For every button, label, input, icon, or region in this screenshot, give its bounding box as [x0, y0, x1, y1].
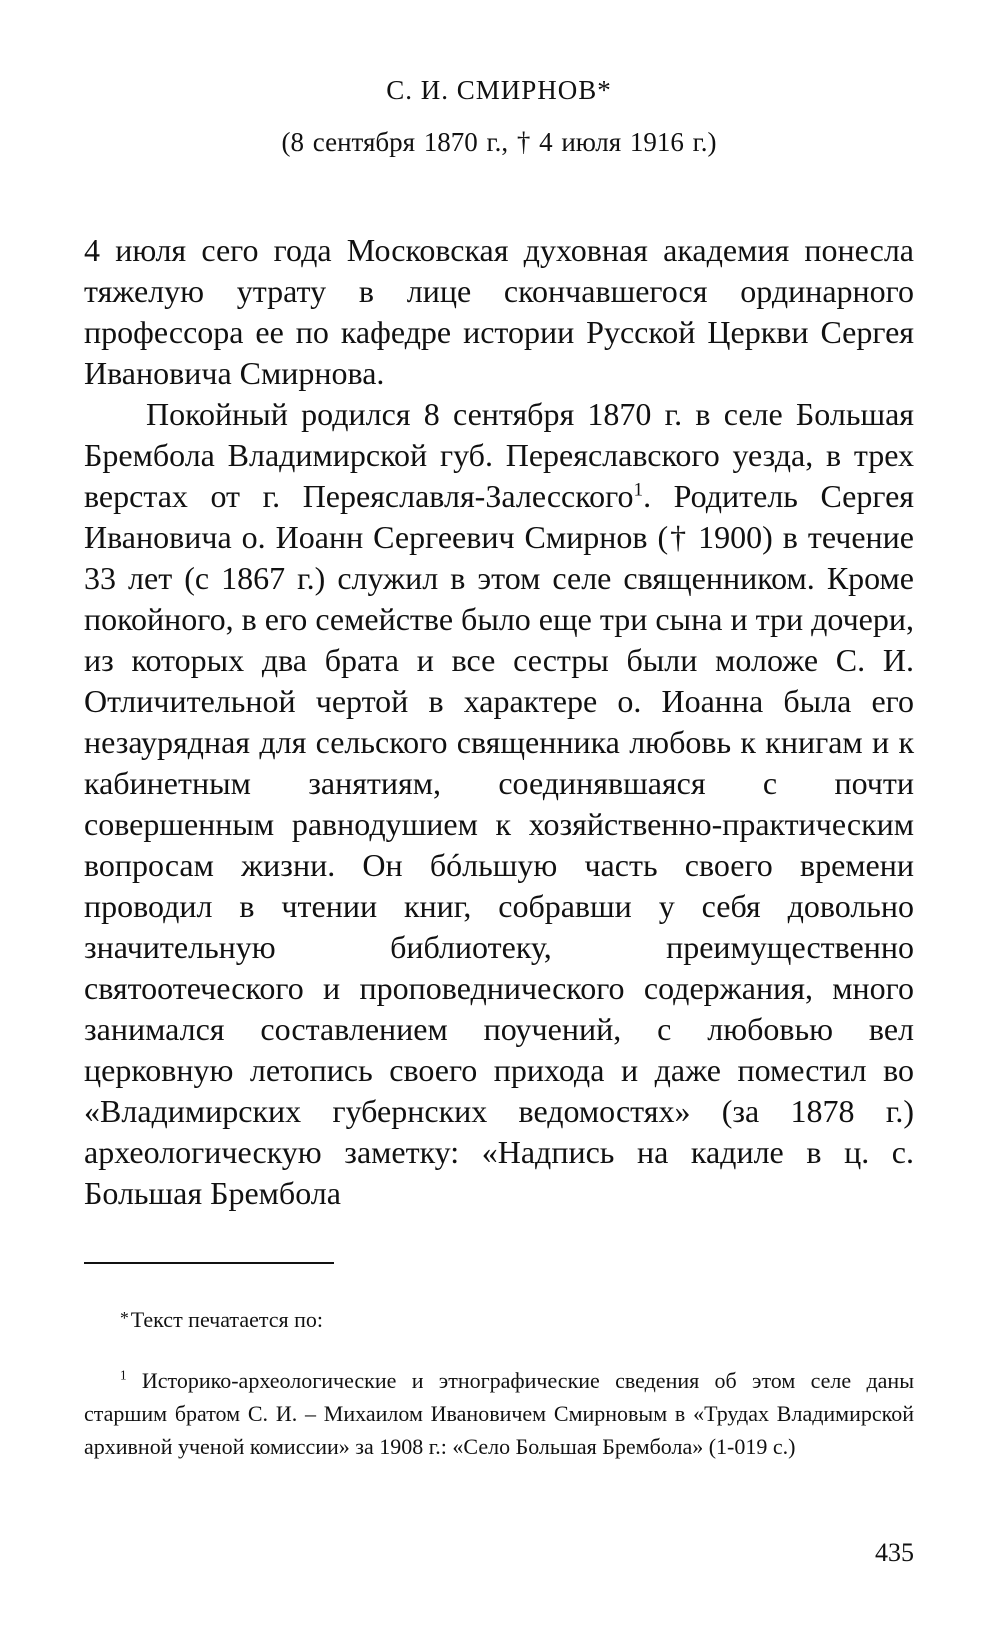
footnote-star-mark: *	[120, 1308, 129, 1328]
book-page	[84, 0, 914, 1633]
footnotes	[84, 1302, 914, 1463]
footnote-ref-1: 1	[633, 479, 644, 501]
paragraph-2-text-b: . Родитель Сергея Ивановича о. Иоанн Сергеевич Смирнов († 1900) в течение 33 лет (с 1867 г.) служил в этом селе священником. Кроме покойного, в его семействе было еще три сына и три дочери, из которых два брата и все сестры были моложе С. И. Отличительной чертой в характере о. Иоанна была его незаурядная для сельского священника любовь к книгам и к кабинетным занятиям, соединявшаяся с почти совершенным равнодушием к хозяйственно-практическим вопросам жизни. Он бóльшую часть своего времени проводил в чтении книг, собравши у себя довольно значительную библиотеку, преимущественно святоотеческого и проповеднического содержания, много занимался составлением поучений, с любовью вел церковную летопись своего прихода и даже поместил во «Владимирских губернских ведомостях» (за 1878 г.) археологическую заметку: «Надпись на кадиле в ц. с. Большая Брембола	[84, 478, 915, 1211]
article-title: С. И. СМИРНОВ*	[386, 75, 612, 105]
footnote-divider	[84, 1262, 334, 1264]
paragraph-2	[84, 394, 914, 1214]
footnote-star	[84, 1302, 914, 1336]
footnote-1-text: Историко-археологические и этнографические сведения об этом селе даны старшим братом С. И. – Михаилом Ивановичем Смирновым в «Трудах Владимирской архивной ученой комиссии» за 1908 г.: «Село Большая Брембола» (1-019 с.)	[84, 1368, 914, 1459]
paragraph-2-text-a: Покойный родился 8 сентября 1870 г. в селе Большая Брембола Владимирской губ. Переяславского уезда, в трех верстах от г. Переяславля-Залесского	[84, 396, 914, 514]
page-number: 435	[875, 1538, 914, 1567]
footnote-star-text: Текст печатается по:	[130, 1307, 323, 1332]
paragraph-1: 4 июля сего года Московская духовная академия понесла тяжелую утрату в лице скончавшегося ординарного профессора ее по кафедре истории Русской Церкви Сергея Ивановича Смирнова.	[84, 232, 914, 391]
main-text	[84, 230, 914, 1214]
life-dates: (8 сентября 1870 г., † 4 июля 1916 г.)	[281, 127, 717, 157]
footnote-1	[84, 1364, 914, 1463]
footnote-1-mark: 1	[120, 1367, 127, 1383]
